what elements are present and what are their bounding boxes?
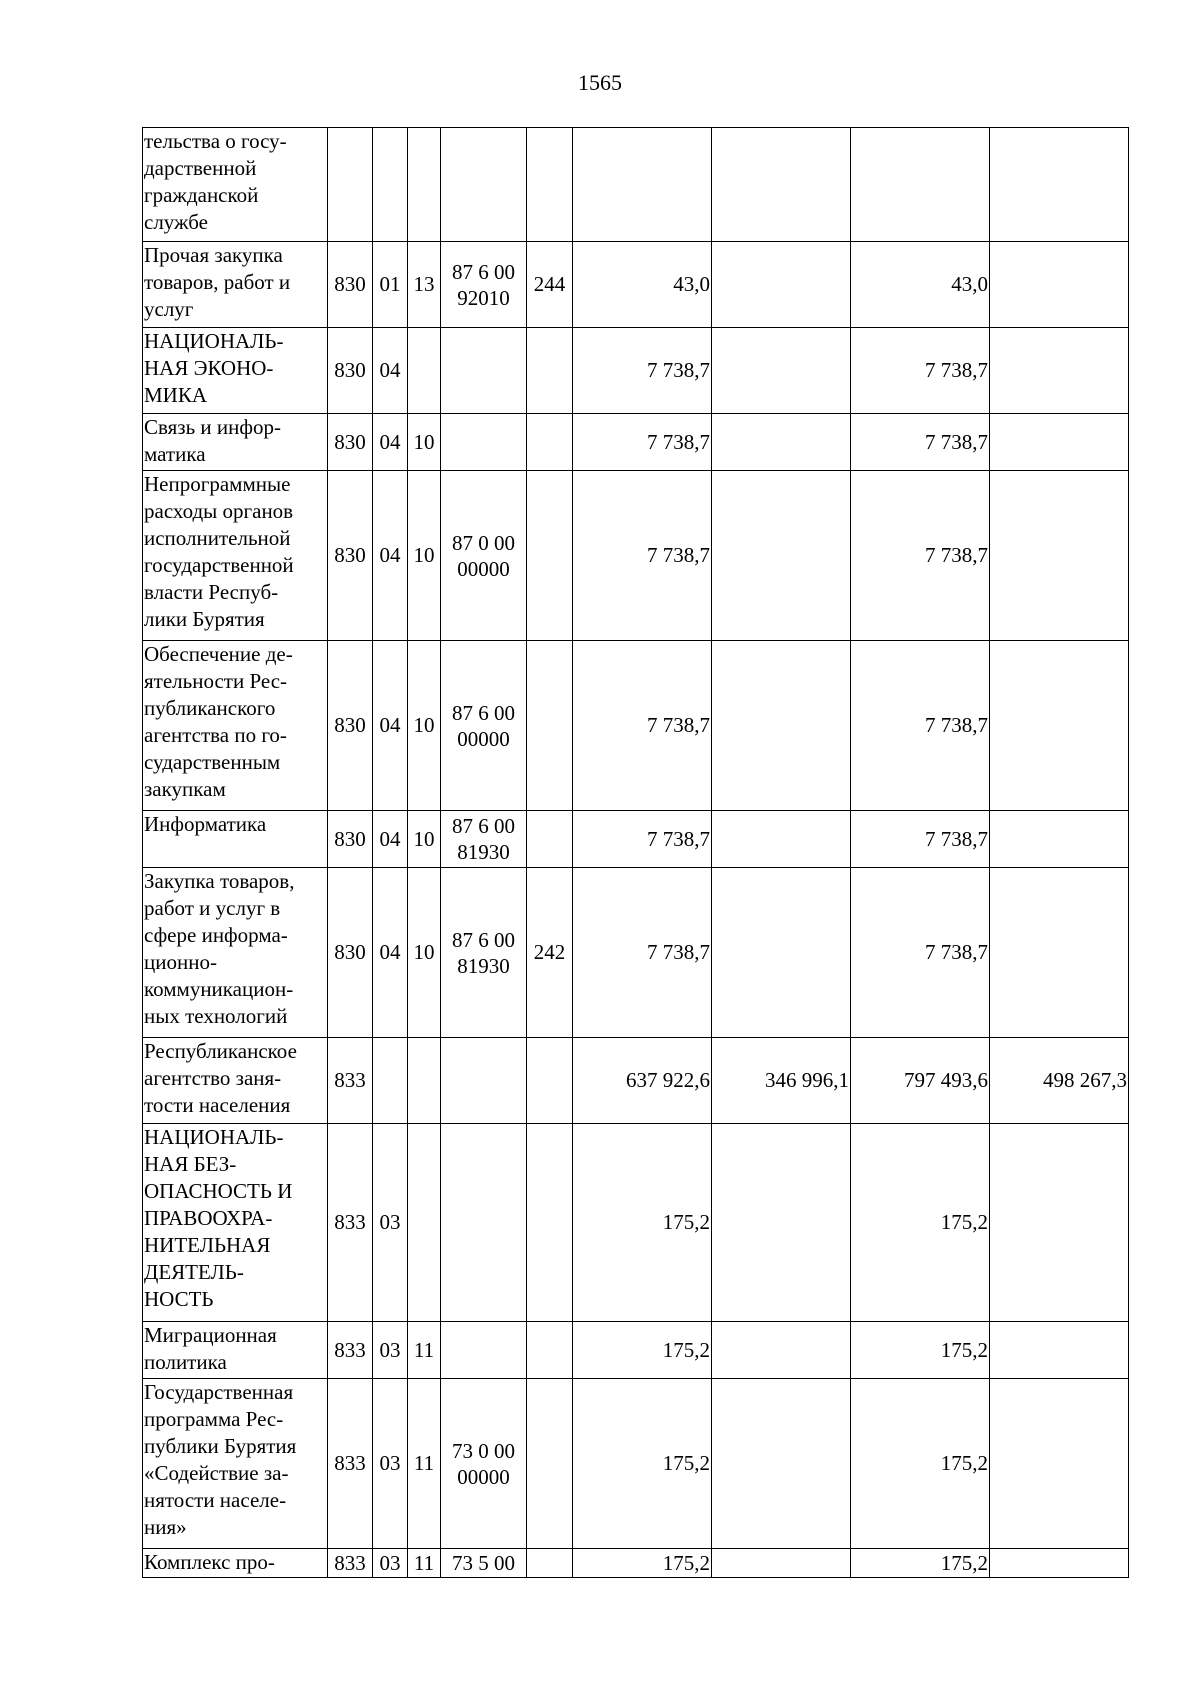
cell-grbs: 830	[328, 641, 373, 811]
cell-expense-type	[527, 1124, 573, 1322]
cell-grbs: 833	[328, 1549, 373, 1578]
cell-expense-type	[527, 1549, 573, 1578]
cell-amount-2	[712, 414, 851, 471]
cell-amount-2: 346 996,1	[712, 1038, 851, 1124]
budget-table	[142, 127, 1129, 1578]
cell-amount-3: 797 493,6	[851, 1038, 990, 1124]
cell-amount-3: 7 738,7	[851, 811, 990, 868]
row-name	[143, 1379, 328, 1549]
cell-subsection: 11	[408, 1549, 441, 1578]
cell-target-article	[441, 414, 527, 471]
row-name	[143, 471, 328, 641]
cell-target-article: 87 6 00 81930	[441, 868, 527, 1038]
table-row	[143, 1549, 1129, 1578]
cell-amount-2	[712, 641, 851, 811]
row-name	[143, 1549, 328, 1578]
cell-amount-2	[712, 811, 851, 868]
cell-expense-type	[527, 471, 573, 641]
cell-section	[373, 1038, 408, 1124]
cell-target-article: 73 0 00 00000	[441, 1379, 527, 1549]
cell-amount-3: 175,2	[851, 1322, 990, 1379]
row-name	[143, 1322, 328, 1379]
cell-subsection	[408, 128, 441, 242]
table-row	[143, 811, 1129, 868]
row-name-text: тельства о госу- дарственной гражданской службе	[144, 129, 287, 234]
cell-amount-3: 7 738,7	[851, 414, 990, 471]
row-name	[143, 242, 328, 328]
cell-amount-3: 7 738,7	[851, 328, 990, 414]
row-name	[143, 868, 328, 1038]
cell-grbs: 833	[328, 1124, 373, 1322]
table-row	[143, 128, 1129, 242]
budget-table-body	[143, 128, 1129, 1578]
cell-subsection: 10	[408, 811, 441, 868]
table-row	[143, 471, 1129, 641]
table-row	[143, 1038, 1129, 1124]
row-name-text: Обеспечение де- ятельности Рес- публиканского агентства по го- сударственным закупкам	[144, 642, 293, 801]
row-name-text: Республиканское агентство заня- тости населения	[144, 1039, 297, 1117]
cell-grbs: 833	[328, 1379, 373, 1549]
cell-section: 04	[373, 868, 408, 1038]
cell-section: 04	[373, 471, 408, 641]
row-name-text: НАЦИОНАЛЬ- НАЯ ЭКОНО- МИКА	[144, 329, 284, 407]
cell-amount-2	[712, 1322, 851, 1379]
cell-grbs	[328, 128, 373, 242]
cell-amount-2	[712, 868, 851, 1038]
cell-expense-type: 242	[527, 868, 573, 1038]
cell-expense-type	[527, 128, 573, 242]
cell-subsection: 11	[408, 1379, 441, 1549]
cell-grbs: 833	[328, 1322, 373, 1379]
cell-grbs: 830	[328, 414, 373, 471]
cell-section: 03	[373, 1379, 408, 1549]
cell-target-article	[441, 1038, 527, 1124]
cell-amount-2	[712, 471, 851, 641]
cell-target-article: 73 5 00	[441, 1549, 527, 1578]
cell-amount-1: 175,2	[573, 1549, 712, 1578]
cell-subsection: 10	[408, 868, 441, 1038]
cell-amount-4	[990, 414, 1129, 471]
row-name-text: Связь и инфор- матика	[144, 415, 281, 466]
cell-amount-3: 7 738,7	[851, 471, 990, 641]
cell-amount-3: 7 738,7	[851, 641, 990, 811]
row-name	[143, 811, 328, 868]
cell-grbs: 830	[328, 811, 373, 868]
cell-amount-1: 637 922,6	[573, 1038, 712, 1124]
cell-target-article	[441, 128, 527, 242]
cell-amount-1: 7 738,7	[573, 414, 712, 471]
cell-amount-1	[573, 128, 712, 242]
page-number: 1565	[578, 70, 622, 95]
cell-amount-4	[990, 471, 1129, 641]
row-name-text: НАЦИОНАЛЬ- НАЯ БЕЗ- ОПАСНОСТЬ И ПРАВООХРА- НИТЕЛЬНАЯ ДЕЯТЕЛЬ- НОСТЬ	[144, 1125, 293, 1311]
cell-amount-1: 175,2	[573, 1379, 712, 1549]
cell-amount-4	[990, 1322, 1129, 1379]
cell-amount-4	[990, 328, 1129, 414]
row-name-text: Прочая закупка товаров, работ и услуг	[144, 243, 291, 321]
cell-target-article: 87 6 00 00000	[441, 641, 527, 811]
cell-section: 03	[373, 1124, 408, 1322]
cell-target-article: 87 0 00 00000	[441, 471, 527, 641]
cell-amount-3: 175,2	[851, 1379, 990, 1549]
cell-subsection	[408, 1038, 441, 1124]
cell-amount-2	[712, 1549, 851, 1578]
cell-section: 04	[373, 811, 408, 868]
cell-grbs: 830	[328, 868, 373, 1038]
cell-subsection	[408, 1124, 441, 1322]
row-name-text: Государственная программа Рес- публики Бурятия «Содействие за- нятости населе- ния»	[144, 1380, 297, 1539]
cell-grbs: 830	[328, 242, 373, 328]
cell-amount-3: 43,0	[851, 242, 990, 328]
cell-amount-2	[712, 1124, 851, 1322]
cell-target-article	[441, 328, 527, 414]
cell-expense-type	[527, 1379, 573, 1549]
cell-subsection: 13	[408, 242, 441, 328]
cell-expense-type	[527, 1038, 573, 1124]
cell-section: 04	[373, 641, 408, 811]
row-name	[143, 641, 328, 811]
row-name-text: Миграционная политика	[144, 1323, 277, 1374]
table-row	[143, 328, 1129, 414]
cell-amount-4	[990, 641, 1129, 811]
cell-grbs: 833	[328, 1038, 373, 1124]
cell-section: 04	[373, 328, 408, 414]
row-name-text: Информатика	[144, 812, 267, 836]
table-row	[143, 1124, 1129, 1322]
cell-expense-type: 244	[527, 242, 573, 328]
row-name	[143, 414, 328, 471]
cell-amount-4	[990, 811, 1129, 868]
table-row	[143, 414, 1129, 471]
row-name	[143, 128, 328, 242]
table-row	[143, 242, 1129, 328]
cell-amount-4	[990, 1549, 1129, 1578]
cell-amount-1: 175,2	[573, 1124, 712, 1322]
row-name-text: Закупка товаров, работ и услуг в сфере информа- ционно- коммуникацион- ных технологий	[144, 869, 295, 1028]
cell-amount-1: 7 738,7	[573, 811, 712, 868]
cell-expense-type	[527, 811, 573, 868]
cell-target-article	[441, 1124, 527, 1322]
cell-amount-3: 175,2	[851, 1124, 990, 1322]
cell-grbs: 830	[328, 471, 373, 641]
cell-subsection	[408, 328, 441, 414]
cell-amount-2	[712, 242, 851, 328]
cell-amount-4: 498 267,3	[990, 1038, 1129, 1124]
cell-amount-4	[990, 128, 1129, 242]
cell-amount-2	[712, 128, 851, 242]
cell-section: 01	[373, 242, 408, 328]
cell-amount-3	[851, 128, 990, 242]
cell-amount-1: 7 738,7	[573, 868, 712, 1038]
row-name	[143, 1038, 328, 1124]
row-name	[143, 328, 328, 414]
cell-amount-1: 7 738,7	[573, 328, 712, 414]
row-name	[143, 1124, 328, 1322]
cell-section: 03	[373, 1549, 408, 1578]
cell-expense-type	[527, 641, 573, 811]
cell-amount-4	[990, 1379, 1129, 1549]
cell-section	[373, 128, 408, 242]
row-name-text: Комплекс про-	[144, 1550, 275, 1574]
cell-subsection: 10	[408, 471, 441, 641]
cell-amount-2	[712, 1379, 851, 1549]
cell-amount-4	[990, 868, 1129, 1038]
cell-amount-1: 7 738,7	[573, 471, 712, 641]
cell-target-article	[441, 1322, 527, 1379]
cell-section: 04	[373, 414, 408, 471]
cell-amount-1: 175,2	[573, 1322, 712, 1379]
table-row	[143, 1322, 1129, 1379]
cell-subsection: 11	[408, 1322, 441, 1379]
cell-subsection: 10	[408, 641, 441, 811]
table-row	[143, 641, 1129, 811]
table-row	[143, 868, 1129, 1038]
cell-target-article: 87 6 00 92010	[441, 242, 527, 328]
cell-amount-2	[712, 328, 851, 414]
cell-grbs: 830	[328, 328, 373, 414]
cell-expense-type	[527, 328, 573, 414]
cell-subsection: 10	[408, 414, 441, 471]
cell-expense-type	[527, 1322, 573, 1379]
cell-amount-1: 43,0	[573, 242, 712, 328]
row-name-text: Непрограммные расходы органов исполнительной государственной власти Респуб- лики Бурятия	[144, 472, 294, 631]
cell-amount-4	[990, 1124, 1129, 1322]
cell-target-article: 87 6 00 81930	[441, 811, 527, 868]
cell-amount-3: 7 738,7	[851, 868, 990, 1038]
cell-section: 03	[373, 1322, 408, 1379]
cell-expense-type	[527, 414, 573, 471]
table-row	[143, 1379, 1129, 1549]
cell-amount-4	[990, 242, 1129, 328]
cell-amount-1: 7 738,7	[573, 641, 712, 811]
cell-amount-3: 175,2	[851, 1549, 990, 1578]
